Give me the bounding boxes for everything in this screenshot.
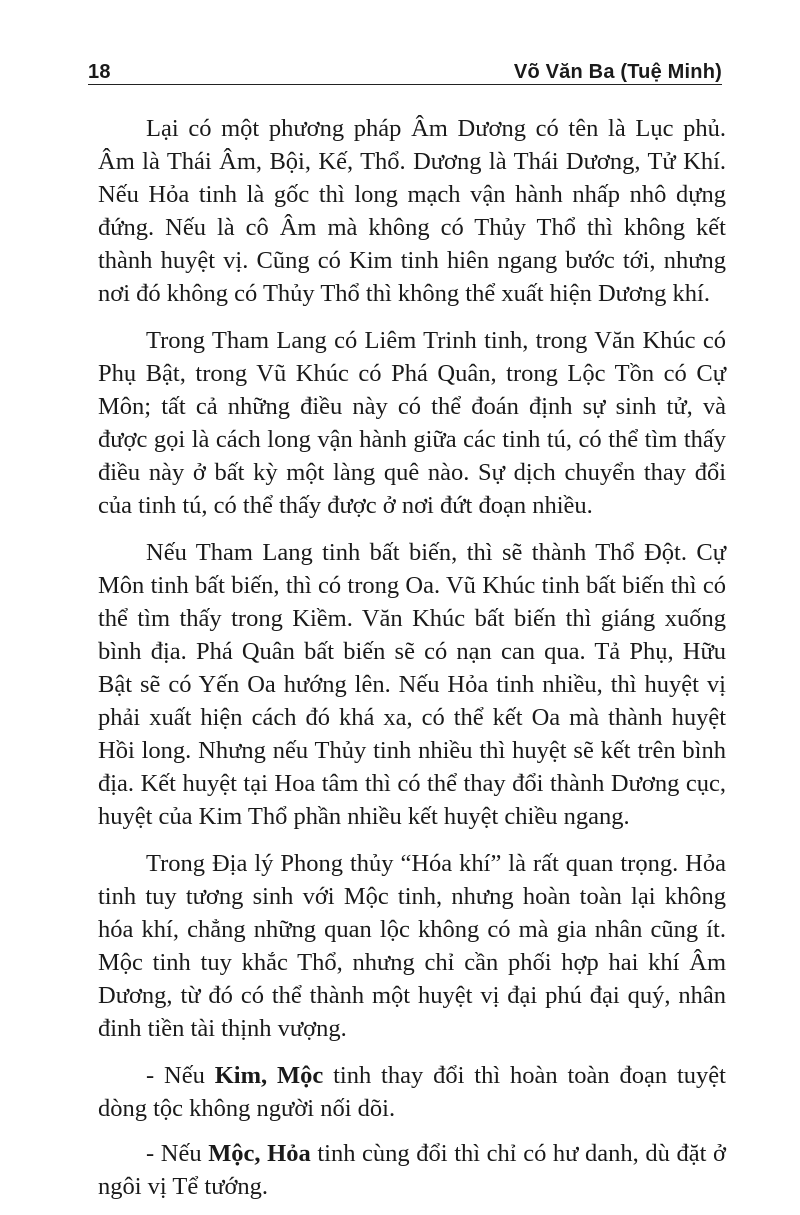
paragraph: Nếu Tham Lang tinh bất biến, thì sẽ thành Thổ Đột. Cự Môn tinh bất biến, thì có trong Oa. Vũ Khúc tinh bất biến thì có thể tìm thấy trong Kiềm. Văn Khúc bất biến thì giáng xuống bình địa. Phá Quân bất biến sẽ có nạn can qua. Tả Phụ, Hữu Bật sẽ có Yến Oa hướng lên. Nếu Hỏa tinh nhiều, thì huyệt vị phải xuất hiện cách đó khá xa, có thể kết Oa mà thành huyệt Hồi long. Nhưng nếu Thủy tinh nhiều thì huyệt sẽ kết trên bình địa. Kết huyệt tại Hoa tâm thì có thể thay đổi thành Dương cục, huyệt của Kim Thổ phần nhiều kết huyệt chiều ngang.: [98, 539, 726, 830]
bullet-paragraph: [98, 1137, 726, 1203]
bullet-prefix: - Nếu: [146, 1062, 215, 1089]
paragraph: Lại có một phương pháp Âm Dương có tên là Lục phủ. Âm là Thái Âm, Bội, Kế, Thổ. Dương là Thái Dương, Tử Khí. Nếu Hỏa tinh là gốc thì long mạch vận hành nhấp nhô dựng đứng. Nếu là cô Âm mà không có Thủy Thổ thì không kết thành huyệt vị. Cũng có Kim tinh hiên ngang bước tới, nhưng nơi đó không có Thủy Thổ thì không thể xuất hiện Dương khí.: [98, 115, 726, 307]
running-header: [88, 54, 722, 84]
header-rule: [88, 84, 722, 85]
bullet-paragraph: [98, 1059, 726, 1125]
bullet-bold: Kim, Mộc: [214, 1062, 324, 1089]
paragraph: Trong Tham Lang có Liêm Trinh tinh, trong Văn Khúc có Phụ Bật, trong Vũ Khúc có Phá Quân, trong Lộc Tồn có Cự Môn; tất cả những điều này có thể đoán định sự sinh tử, và được gọi là cách long vận hành giữa các tinh tú, có thể tìm thấy điều này ở bất kỳ một làng quê nào. Sự dịch chuyển thay đổi của tinh tú, có thể thấy được ở nơi đứt đoạn nhiều.: [98, 327, 726, 519]
body-text: [98, 112, 726, 1215]
bullet-bold: Mộc, Hỏa: [208, 1140, 311, 1167]
author-title: Võ Văn Ba (Tuệ Minh): [513, 61, 722, 83]
page-number: 18: [88, 61, 111, 83]
paragraph: Trong Địa lý Phong thủy “Hóa khí” là rất quan trọng. Hỏa tinh tuy tương sinh với Mộc tinh, nhưng hoàn toàn lại không hóa khí, chẳng những quan lộc không có mà gia nhân cũng ít. Mộc tinh tuy khắc Thổ, nhưng chỉ cần phối hợp hai khí Âm Dương, từ đó có thể thành một huyệt vị đại phú đại quý, nhân đinh tiền tài thịnh vượng.: [98, 850, 726, 1042]
bullet-prefix: - Nếu: [146, 1140, 209, 1167]
bullet-rest: tinh thay đổi thì hoàn toàn đoạn tuyệt dòng tộc không người nối dõi.: [98, 1062, 726, 1122]
bullet-rest: tinh cùng đổi thì chỉ có hư danh, dù đặt ở ngôi vị Tể tướng.: [98, 1140, 726, 1200]
